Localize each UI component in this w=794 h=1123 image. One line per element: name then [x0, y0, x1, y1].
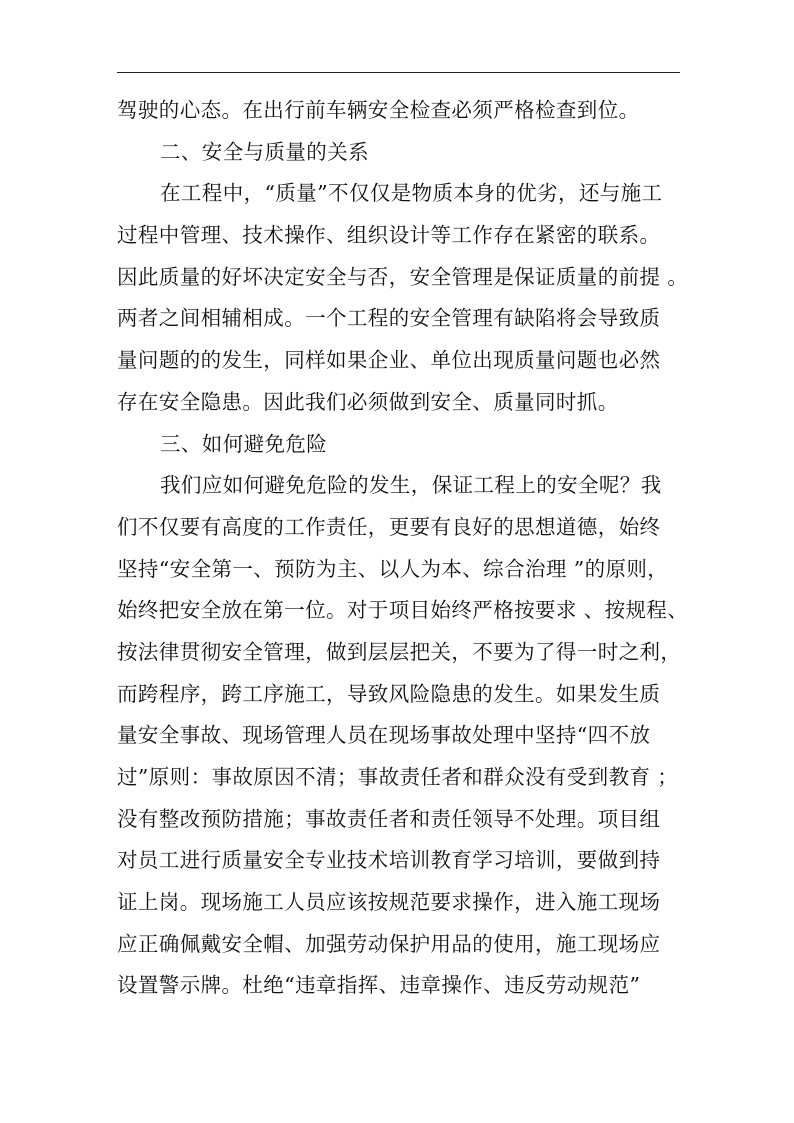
- text-line: 始终把安全放在第一位。对于项目始终严格按要求 、按规程、: [117, 598, 689, 623]
- text-line: 二、安全与质量的关系: [160, 139, 369, 164]
- text-line: 设置警示牌。杜绝“违章指挥、违章操作、违反劳动规范”: [117, 973, 641, 998]
- text-line: 量安全事故、现场管理人员在现场事故处理中坚持“四不放: [117, 723, 651, 748]
- document-body: [117, 90, 689, 1007]
- text-line: 驾驶的心态。在出行前车辆安全检查必须严格检查到位。: [117, 98, 640, 122]
- text-line: 过”原则：事故原因不清；事故责任者和群众没有受到教育 ；: [117, 765, 679, 789]
- text-line: 三、如何避免危险: [160, 431, 328, 456]
- text-line: 证上岗。现场施工人员应该按规范要求操作，进入施工现场: [117, 890, 661, 915]
- header-rule: [117, 72, 680, 73]
- text-line: 而跨程序，跨工序施工，导致风险隐患的发生。如果发生质: [117, 681, 661, 706]
- text-line: 因此质量的好坏决定安全与否，安全管理是保证质量的前提 。: [117, 264, 689, 289]
- text-line: 没有整改预防措施；事故责任者和责任领导不处理。项目组: [117, 806, 661, 831]
- text-line: 应正确佩戴安全帽、加强劳动保护用品的使用，施工现场应: [117, 931, 661, 956]
- text-line: 我们应如何避免危险的发生，保证工程上的安全呢？我: [160, 473, 662, 498]
- text-line: 量问题的的发生，同样如果企业、单位出现质量问题也必然: [117, 348, 661, 373]
- text-line: 存在安全隐患。因此我们必须做到安全、质量同时抓。: [117, 389, 619, 414]
- text-line: 按法律贯彻安全管理，做到层层把关，不要为了得一时之利，: [117, 639, 682, 664]
- text-line: 过程中管理、技术操作、组织设计等工作存在紧密的联系。: [117, 223, 661, 248]
- text-line: 在工程中，“质量”不仅仅是物质本身的优劣，还与施工: [160, 181, 663, 206]
- text-line: 两者之间相辅相成。一个工程的安全管理有缺陷将会导致质: [117, 306, 661, 331]
- text-line: 对员工进行质量安全专业技术培训教育学习培训，要做到持: [117, 848, 661, 873]
- text-line: 坚持“安全第一、预防为主、以人为本、综合治理 ”的原则，: [117, 556, 669, 581]
- text-line: 们不仅要有高度的工作责任，更要有良好的思想道德，始终: [117, 514, 661, 539]
